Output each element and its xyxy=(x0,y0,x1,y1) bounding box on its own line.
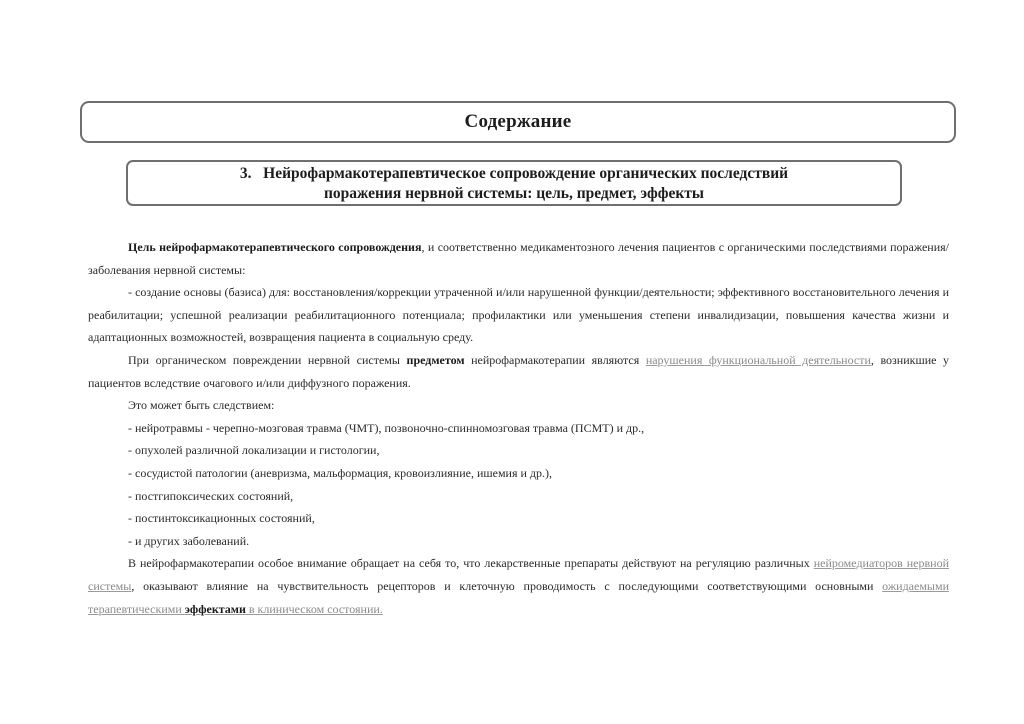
document-body xyxy=(88,236,949,620)
list-item: - сосудистой патологии (аневризма, мальформация, кровоизлияние, ишемия и др.), xyxy=(128,465,553,480)
subject-text-a: При органическом повреждении нервной системы xyxy=(128,352,407,367)
neurotransmitters-link[interactable]: нейромедиаторов нервной системы xyxy=(88,556,949,593)
section-title-line-1: Нейрофармакотерапевтическое сопровождение органических последствий xyxy=(263,165,789,182)
list-item: - нейротравмы - черепно-мозговая травма (ЧМТ), позвоночно-спинномозговая травма (ПСМТ) и др., xyxy=(128,420,645,435)
expected-effects-text: ожидаемыми терапевтическими xyxy=(88,578,949,616)
effects-term: эффектами xyxy=(184,601,246,616)
section-number: 3. xyxy=(239,165,252,182)
goal-term: Цель нейрофармакотерапевтического сопровождения xyxy=(128,240,422,254)
list-item: - постгипоксических состояний, xyxy=(128,488,294,503)
list-item: - постинтоксикационных состояний, xyxy=(128,511,315,526)
subject-text-b: нейрофармакотерапии являются xyxy=(464,352,646,367)
list-item: - и других заболеваний. xyxy=(128,533,250,548)
section-heading-box xyxy=(126,160,902,206)
subject-text-c: , возникшие у пациентов вследствие очагового и/или диффузного поражения. xyxy=(88,352,949,390)
effects-text-b: , оказывают влияние на чувствительность рецепторов и клеточную проводимость с последующими соответствующими основными xyxy=(131,578,883,593)
section-title-line-2: поражения нервной системы: цель, предмет, эффекты xyxy=(324,185,704,202)
list-item: - опухолей различной локализации и гистологии, xyxy=(128,443,380,458)
paragraph-goal-details: - создание основы (базиса) для: восстановления/коррекции утраченной и/или нарушенной функции/деятельности; эффективного восстановительного лечения и реабилитации; успешной реализации реабилитационного потенциала; профилактики или уменьшения степени инвалидизации, повышения качества жизни и адаптационных возможностей, возвращения пациента в социальную среду. xyxy=(88,285,949,345)
paragraph-causes-intro: Это может быть следствием: xyxy=(128,398,275,413)
subject-term: предметом xyxy=(406,352,465,367)
paragraph-effects xyxy=(88,552,949,620)
effects-text-a: В нейрофармакотерапии особое внимание обращает на себя то, что лекарственные препараты действуют на регуляцию различных xyxy=(128,556,814,571)
functional-disorders-link[interactable]: нарушения функциональной деятельности xyxy=(645,352,871,367)
goal-text: , и соответственно медикаментозного лечения пациентов с органическими последствиями поражения/заболевания нервной системы: xyxy=(88,240,950,277)
section-heading-line-1 xyxy=(128,164,900,184)
paragraph-subject xyxy=(88,349,949,394)
page-title: Содержание xyxy=(464,111,572,132)
clinical-state-text: в клиническом состоянии. xyxy=(245,601,383,616)
paragraph-goal xyxy=(88,236,949,281)
contents-header-box xyxy=(80,101,956,143)
